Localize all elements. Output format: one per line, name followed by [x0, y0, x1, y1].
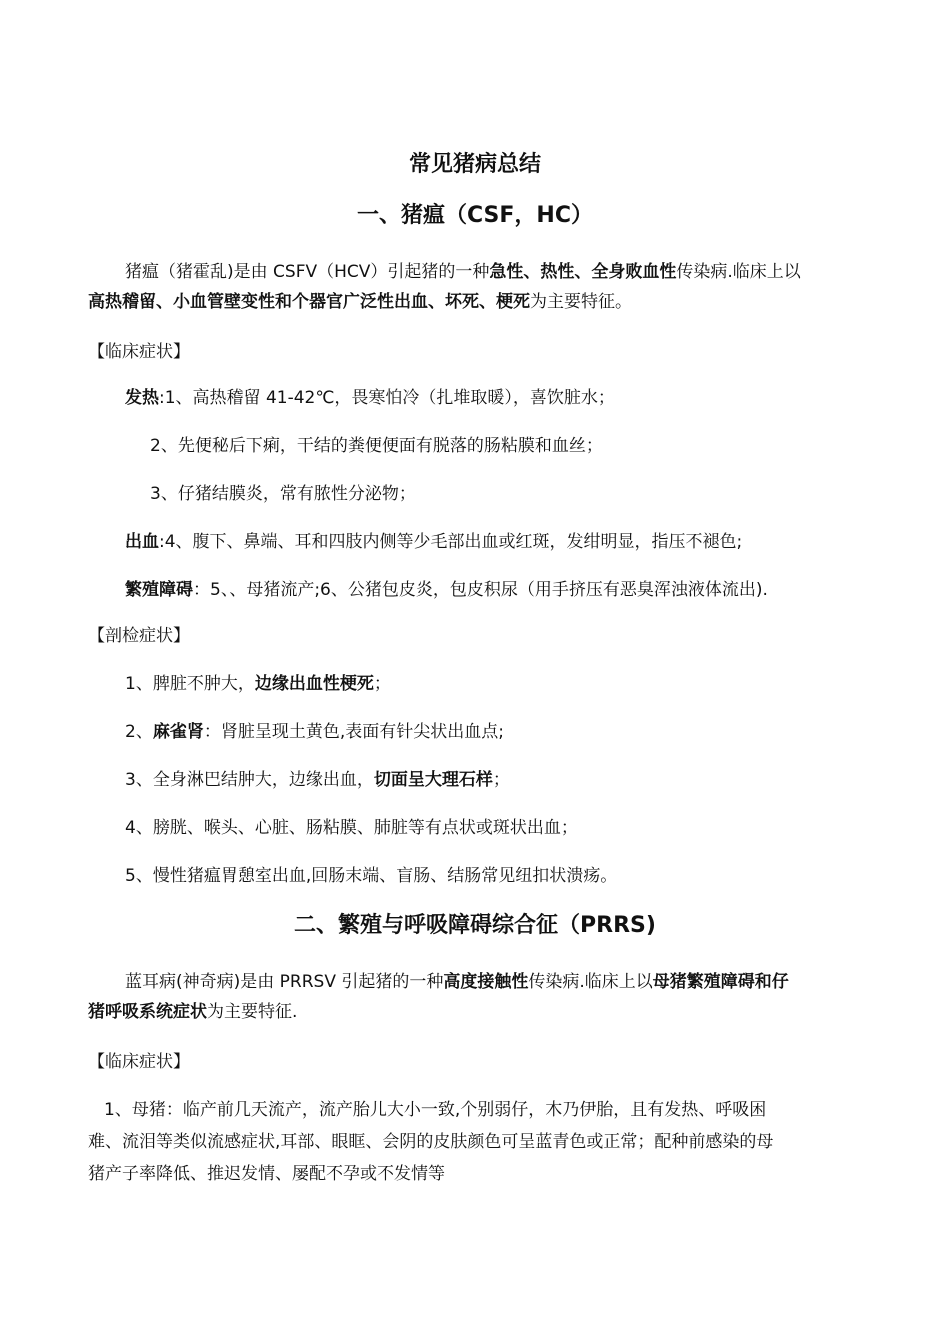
s1-intro-line-2: 高热稽留、小血管壁变性和个器官广泛性出血、坏死、梗死为主要特征。 [88, 292, 632, 312]
s1-necropsy-item-1: 1、脾脏不肿大，边缘出血性梗死； [125, 674, 391, 694]
s1-clinical-item-3: 3、仔猪结膜炎，常有脓性分泌物； [150, 484, 416, 504]
s2-clinical-para-line-3: 猪产子率降低、推迟发情、屡配不孕或不发情等 [88, 1164, 445, 1184]
section-1-heading: 一、猪瘟（CSF，HC） [357, 203, 593, 228]
s1-clinical-label: 【临床症状】 [88, 342, 190, 362]
s1-clinical-item-2: 2、先便秘后下痢，干结的粪便便面有脱落的肠粘膜和血丝； [150, 436, 603, 456]
s2-intro-line-1: 蓝耳病(神奇病)是由 PRRSV 引起猪的一种高度接触性传染病.临床上以母猪繁殖障碍和仔 [125, 972, 789, 992]
s2-clinical-para-line-2: 难、流泪等类似流感症状,耳部、眼眶、会阴的皮肤颜色可呈蓝青色或正常；配种前感染的母 [88, 1132, 774, 1152]
s1-intro-line-1: 猪瘟（猪霍乱)是由 CSFV（HCV）引起猪的一种急性、热性、全身败血性传染病.临床上以 [125, 262, 801, 282]
s1-necropsy-item-5: 5、慢性猪瘟胃憩室出血,回肠末端、盲肠、结肠常见纽扣状溃疡。 [125, 866, 618, 886]
s1-necropsy-label: 【剖检症状】 [88, 626, 190, 646]
s1-clinical-item-1: 发热:1、高热稽留 41-42℃，畏寒怕冷（扎堆取暖），喜饮脏水； [125, 388, 615, 408]
s1-necropsy-item-4: 4、膀胱、喉头、心脏、肠粘膜、肺脏等有点状或斑状出血； [125, 818, 578, 838]
s1-necropsy-item-2: 2、麻雀肾：肾脏呈现土黄色,表面有针尖状出血点; [125, 722, 504, 742]
s2-clinical-label: 【临床症状】 [88, 1052, 190, 1072]
document-title: 常见猪病总结 [408, 152, 541, 177]
s1-clinical-item-5: 繁殖障碍：5、、母猪流产;6、公猪包皮炎，包皮积尿（用手挤压有恶臭浑浊液体流出). [125, 580, 768, 600]
s2-intro-line-2: 猪呼吸系统症状为主要特征. [88, 1002, 298, 1022]
section-2-heading: 二、繁殖与呼吸障碍综合征（PRRS) [294, 913, 656, 938]
s2-clinical-para-line-1: 1、母猪：临产前几天流产，流产胎儿大小一致,个别弱仔，木乃伊胎，且有发热、呼吸困 [104, 1100, 767, 1120]
s1-necropsy-item-3: 3、全身淋巴结肿大，边缘出血，切面呈大理石样； [125, 770, 510, 790]
s1-clinical-item-4: 出血:4、腹下、鼻端、耳和四肢内侧等少毛部出血或红斑，发绀明显，指压不褪色; [125, 532, 743, 552]
